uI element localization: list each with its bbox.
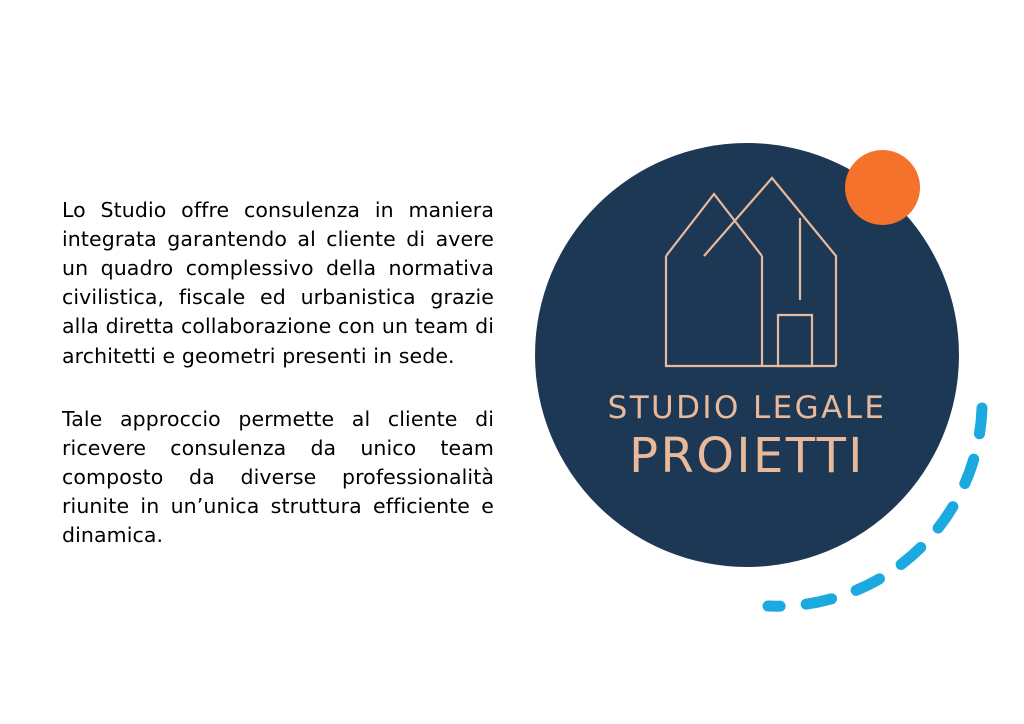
paragraph-one: Lo Studio offre consulenza in maniera integrata garantendo al cliente di avere un quadro complessivo della normativa civilistica, fiscale ed urbanistica grazie alla diretta collaborazione con un team di architetti e geometri presenti in sede.: [62, 198, 494, 368]
orange-accent-dot: [845, 150, 920, 225]
studio-legale-proietti-logo: [520, 128, 990, 628]
logo-title: STUDIO LEGALE: [607, 390, 887, 426]
body-text-column: [62, 196, 494, 550]
house-outline-icon: [660, 170, 840, 385]
paragraph-two: Tale approccio permette al cliente di ricevere consulenza da unico team composto da diverse professionalità riunite in un’unica struttura efficiente e dinamica.: [62, 406, 494, 548]
logo-subtitle: PROIETTI: [629, 428, 865, 484]
